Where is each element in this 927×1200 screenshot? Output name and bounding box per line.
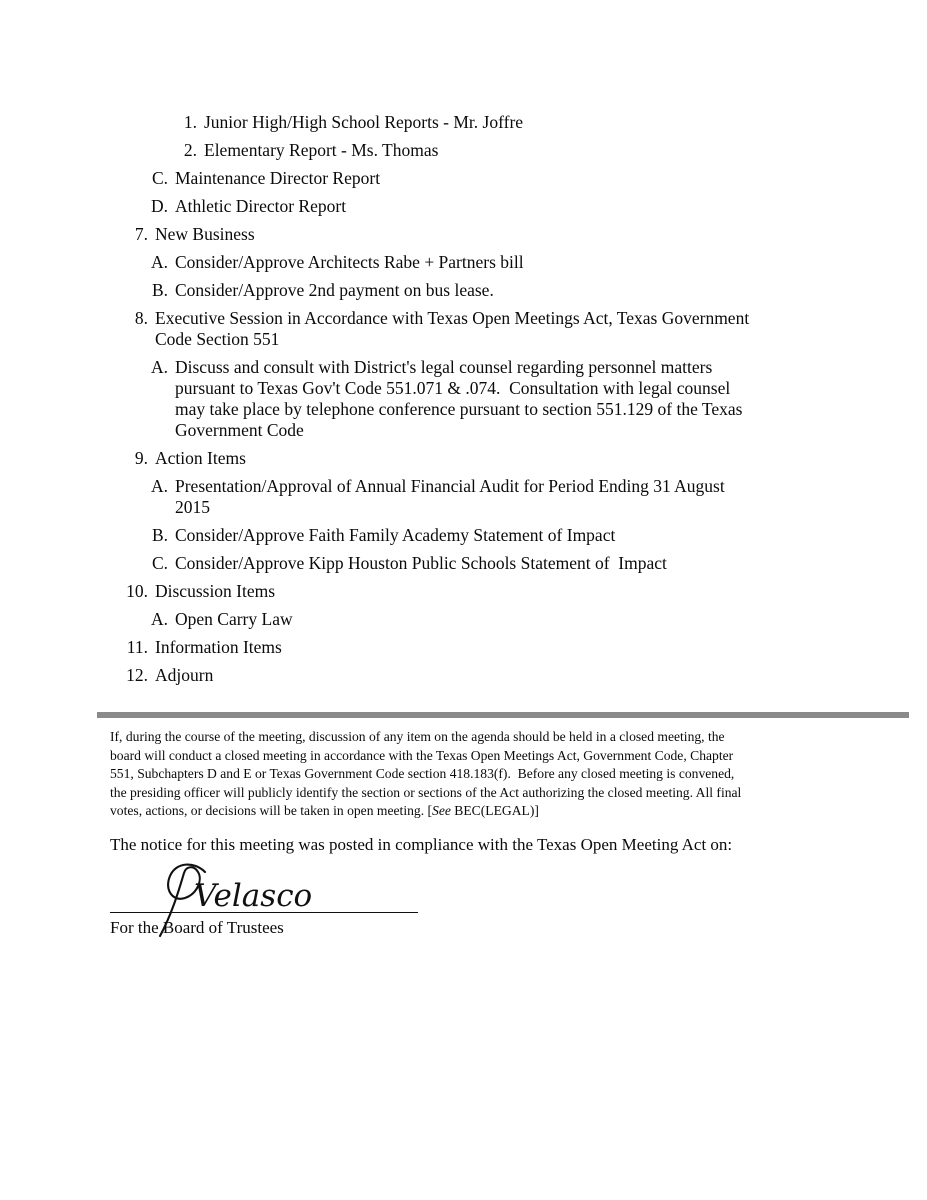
item-marker: B. (151, 280, 168, 300)
item-text: Presentation/Approval of Annual Financial Audit for Period Ending 31 August (175, 476, 725, 496)
agenda-item (120, 476, 900, 518)
item-text: Open Carry Law (175, 609, 293, 629)
item-marker: 2. (183, 140, 197, 160)
signature-name-text: Velasco (194, 878, 313, 914)
agenda-item (120, 609, 900, 630)
legal-line: If, during the course of the meeting, discussion of any item on the agenda should be held in a closed meeting, the (110, 729, 725, 744)
item-marker: 1. (183, 112, 197, 132)
agenda-item (120, 112, 900, 133)
legal-line-italic-see: See (432, 803, 451, 819)
item-marker: A. (150, 609, 168, 629)
item-marker: A. (150, 476, 168, 496)
item-marker: C. (151, 168, 168, 188)
item-text: Executive Session in Accordance with Texas Open Meetings Act, Texas Government (155, 308, 750, 328)
agenda-item (120, 357, 900, 441)
item-marker: 11. (126, 637, 148, 657)
agenda-item (120, 637, 900, 658)
agenda-item (120, 308, 900, 350)
item-text: Consider/Approve Architects Rabe + Partners bill (175, 252, 524, 272)
agenda-item (120, 525, 900, 546)
legal-line (110, 802, 900, 821)
item-marker: 12. (126, 665, 148, 685)
item-text: Consider/Approve 2nd payment on bus lease. (175, 280, 494, 300)
item-marker: D. (150, 196, 168, 216)
closed-meeting-legal-text (110, 728, 900, 821)
item-marker: A. (150, 252, 168, 272)
item-text: Athletic Director Report (175, 196, 347, 216)
section-divider-rule (97, 712, 909, 718)
legal-line-prefix: votes, actions, or decisions will be taken in open meeting. [ (110, 803, 433, 819)
item-text: Junior High/High School Reports - Mr. Joffre (204, 112, 524, 132)
agenda-item (120, 252, 900, 273)
item-text: may take place by telephone conference pursuant to section 551.129 of the Texas (175, 399, 743, 419)
item-text: Maintenance Director Report (175, 168, 381, 188)
item-text: Information Items (155, 637, 282, 657)
item-text: pursuant to Texas Gov't Code 551.071 & .074. Consultation with legal counsel (175, 378, 731, 398)
item-text: Code Section 551 (155, 329, 280, 349)
item-marker: 7. (134, 224, 148, 244)
item-text: Consider/Approve Faith Family Academy Statement of Impact (175, 525, 616, 545)
item-text: Adjourn (155, 665, 214, 685)
agenda-item (120, 665, 900, 686)
agenda-item (120, 224, 900, 245)
legal-line-suffix: BEC(LEGAL)] (450, 803, 539, 819)
item-marker: 8. (134, 308, 148, 328)
item-text: Discuss and consult with District's legal counsel regarding personnel matters (175, 357, 713, 377)
agenda-item (120, 581, 900, 602)
item-text: Consider/Approve Kipp Houston Public Schools Statement of Impact (175, 553, 667, 573)
agenda-item (120, 196, 900, 217)
agenda-outline (120, 112, 900, 693)
legal-line: the presiding officer will publicly identify the section or sections of the Act authorizing the closed meeting. All final (110, 784, 742, 800)
item-text: Discussion Items (155, 581, 276, 601)
item-text: Action Items (155, 448, 246, 468)
item-text: New Business (155, 224, 255, 244)
item-marker: 9. (134, 448, 148, 468)
agenda-item (120, 168, 900, 189)
item-marker: B. (151, 525, 168, 545)
item-marker: 10. (126, 581, 148, 601)
item-marker: C. (151, 553, 168, 573)
agenda-item (120, 140, 900, 161)
agenda-item (120, 553, 900, 574)
agenda-item (120, 280, 900, 301)
signature-label: For the Board of Trustees (110, 918, 284, 937)
item-text: Government Code (175, 420, 304, 440)
item-marker: A. (150, 357, 168, 377)
legal-line: 551, Subchapters D and E or Texas Government Code section 418.183(f). Before any closed meeting is convened, (110, 766, 735, 782)
posting-notice-text: The notice for this meeting was posted in compliance with the Texas Open Meeting Act on: (110, 835, 733, 854)
item-text: Elementary Report - Ms. Thomas (204, 140, 439, 160)
agenda-item (120, 448, 900, 469)
legal-line: board will conduct a closed meeting in accordance with the Texas Open Meetings Act, Government Code, Chapter (110, 747, 734, 763)
signature-line (110, 912, 418, 913)
item-text: 2015 (175, 497, 210, 517)
